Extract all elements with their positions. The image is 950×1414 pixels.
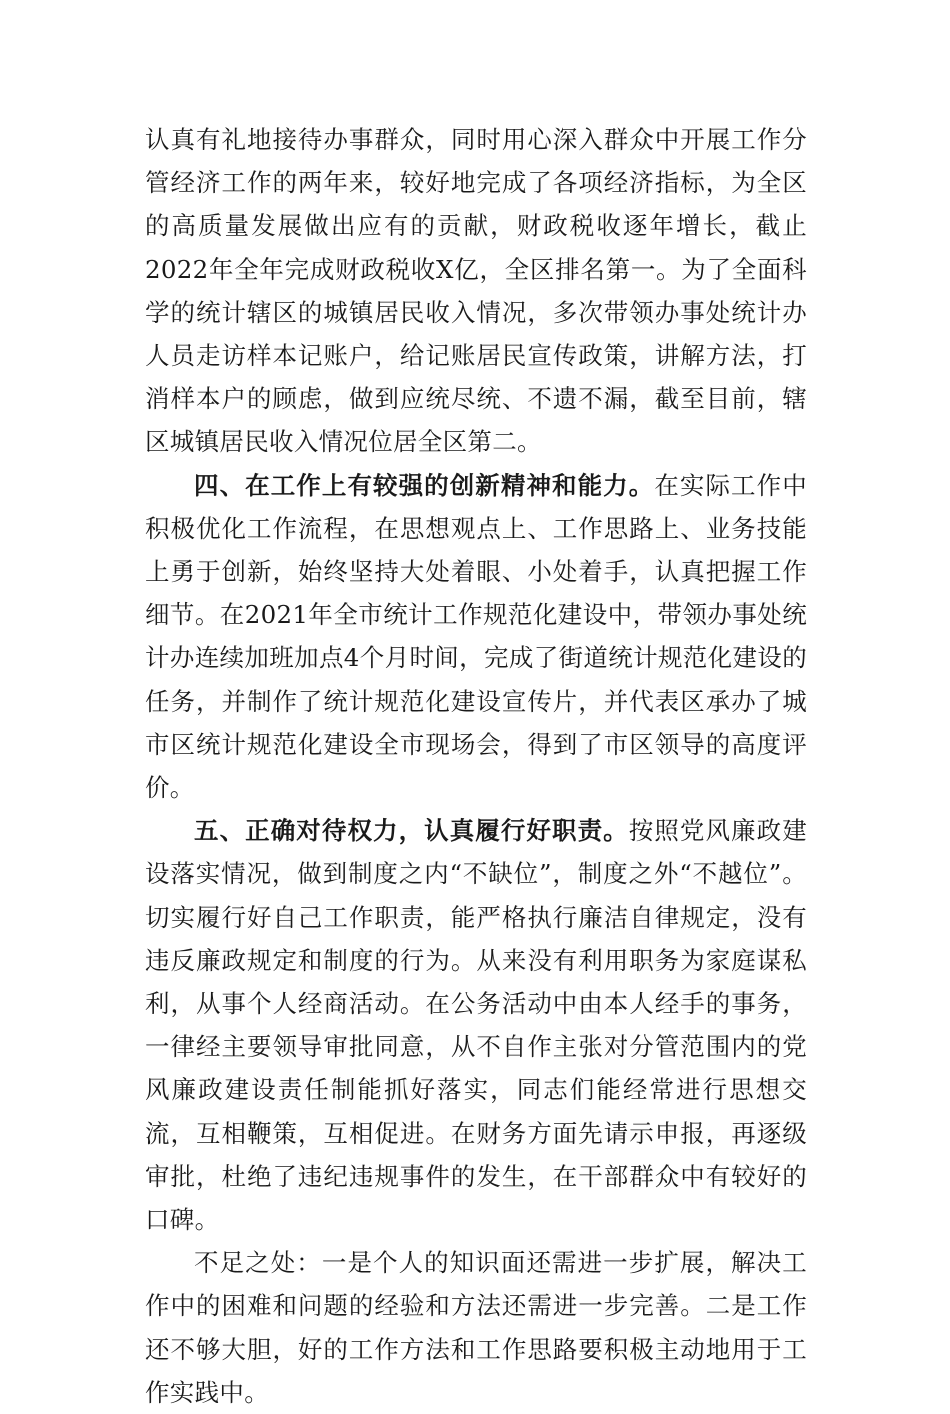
section-heading-innovation: 四、在工作上有较强的创新精神和能力。 (194, 470, 655, 500)
paragraph-innovation (145, 464, 807, 810)
paragraph-innovation-body: 在实际工作中积极优化工作流程，在思想观点上、工作思路上、业务技能上勇于创新，始终坚持大处着眼、小处着手，认真把握工作细节。在2021年全市统计工作规范化建设中，带领办事处统计办连续加班加点4个月时间，完成了街道统计规范化建设的任务，并制作了统计规范化建设宣传片，并代表区承办了城市区统计规范化建设全市现场会，得到了市区领导的高度评价。 (145, 470, 807, 803)
paragraph-integrity (145, 809, 807, 1241)
paragraph-economic-work: 认真有礼地接待办事群众，同时用心深入群众中开展工作分管经济工作的两年来，较好地完成了各项经济指标，为全区的高质量发展做出应有的贡献，财政税收逐年增长，截止2022年全年完成财政税收X亿，全区排名第一。为了全面科学的统计辖区的城镇居民收入情况，多次带领办事处统计办人员走访样本记账户，给记账居民宣传政策，讲解方法，打消样本户的顾虑，做到应统尽统、不遗不漏，截至目前，辖区城镇居民收入情况位居全区第二。 (145, 125, 807, 457)
document-body (145, 118, 807, 1414)
section-heading-integrity: 五、正确对待权力，认真履行好职责。 (194, 816, 629, 846)
paragraph-shortcomings: 不足之处：一是个人的知识面还需进一步扩展，解决工作中的困难和问题的经验和方法还需进一步完善。二是工作还不够大胆，好的工作方法和工作思路要积极主动地用于工作实践中。 (145, 1248, 807, 1407)
paragraph-integrity-body: 按照党风廉政建设落实情况，做到制度之内“不缺位”，制度之外“不越位”。切实履行好自己工作职责，能严格执行廉洁自律规定，没有违反廉政规定和制度的行为。从来没有利用职务为家庭谋私利，从事个人经商活动。在公务活动中由本人经手的事务，一律经主要领导审批同意，从不自作主张对分管范围内的党风廉政建设责任制能抓好落实，同志们能经常进行思想交流，互相鞭策，互相促进。在财务方面先请示申报，再逐级审批，杜绝了违纪违规事件的发生，在干部群众中有较好的口碑。 (145, 816, 807, 1235)
